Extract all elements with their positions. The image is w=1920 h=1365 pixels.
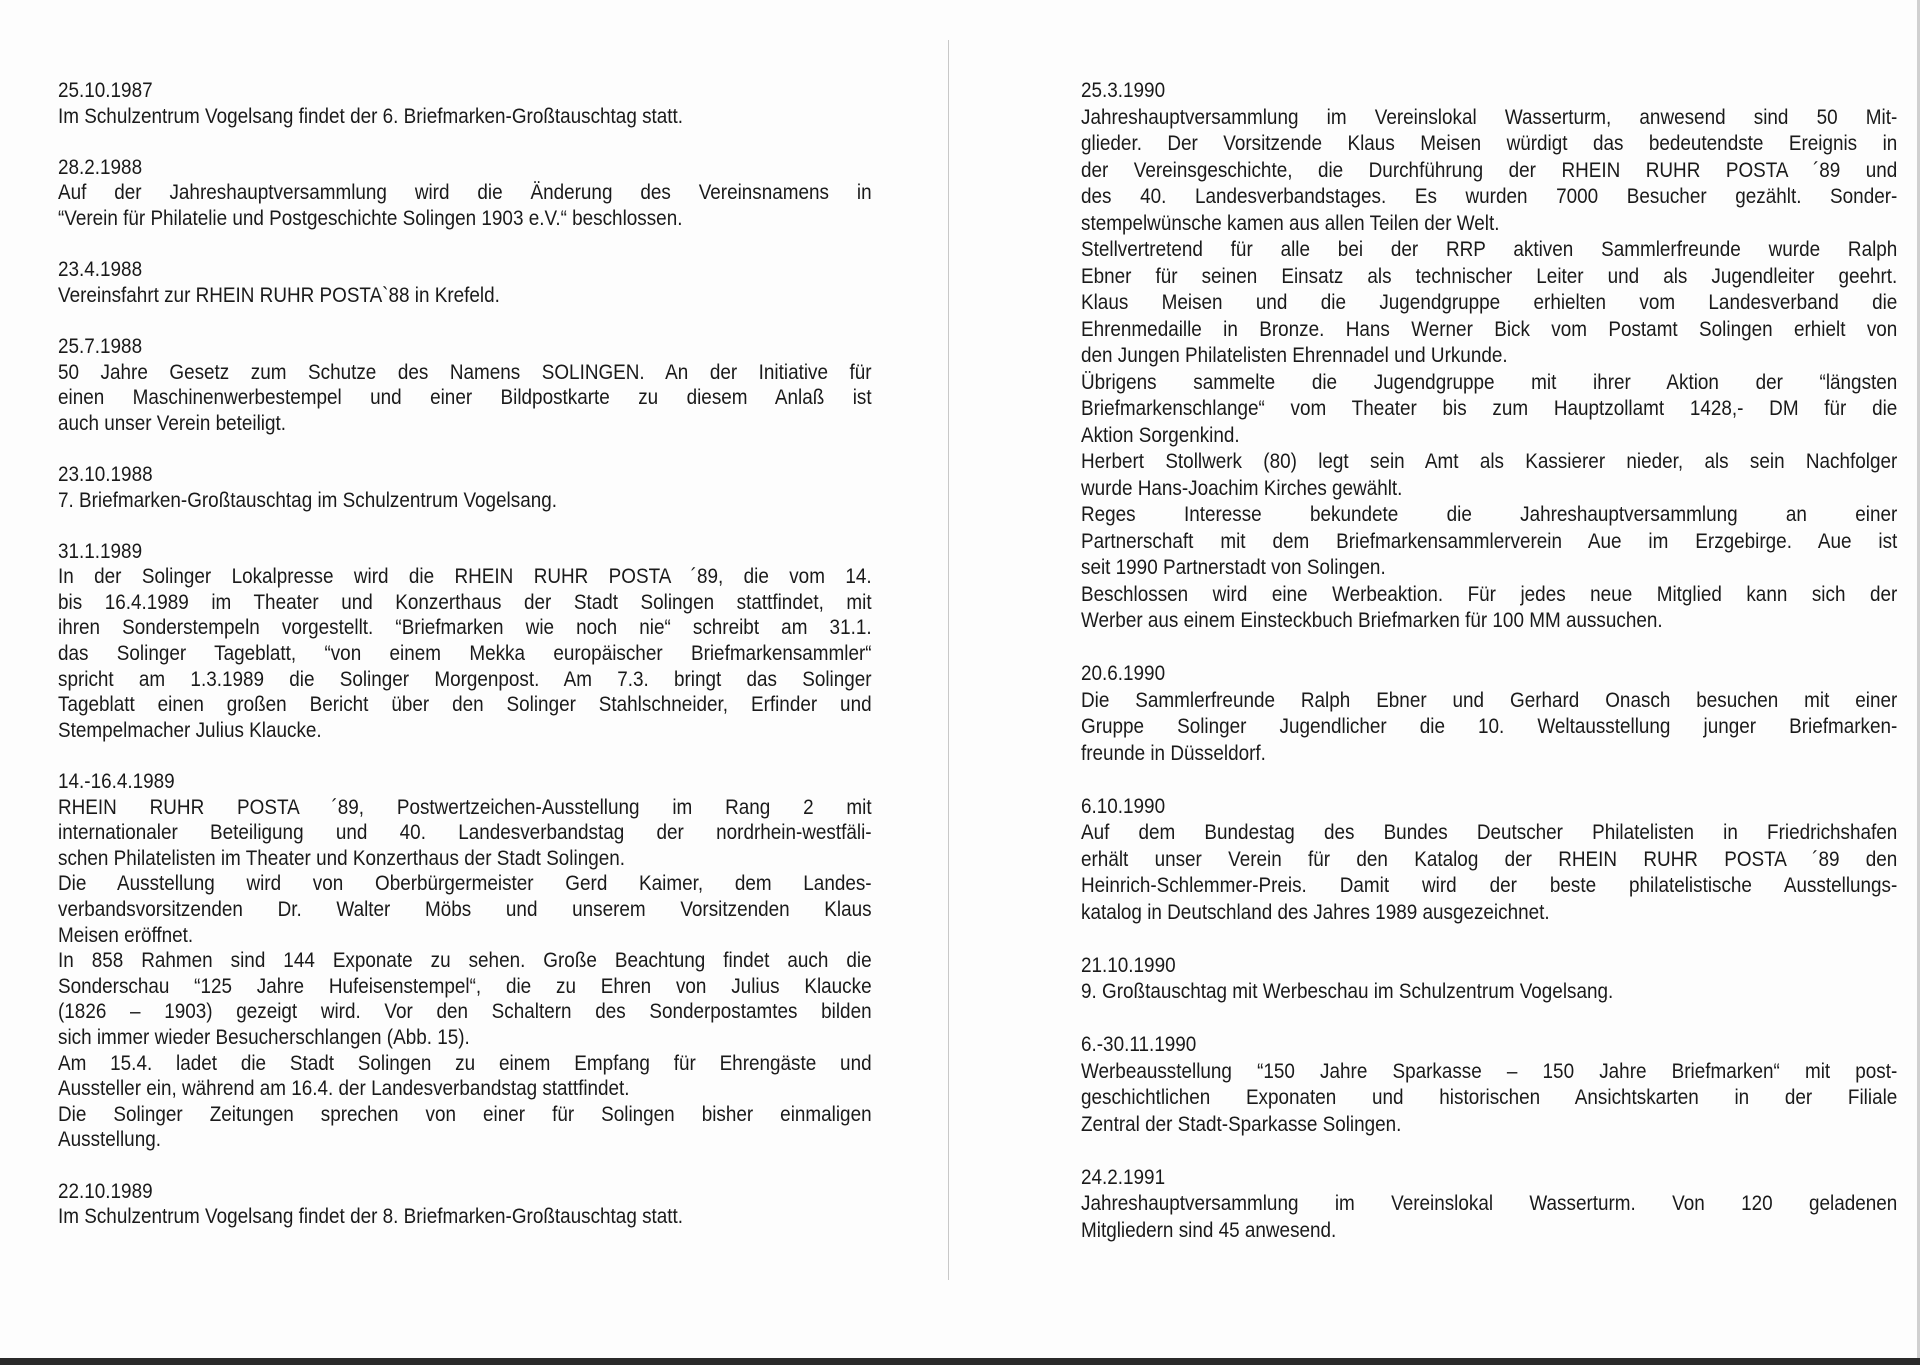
- chronicle-entry: [58, 155, 872, 232]
- entry-text-line: Aktion Sorgenkind.: [1081, 423, 1240, 447]
- entry-text-line: glieder. Der Vorsitzende Klaus Meisen würdigt das bedeutendste Ereignis in: [1081, 132, 1898, 155]
- entry-text-line: Briefmarkenschlange“ vom Theater bis zum Hauptzollamt 1428,- DM für die: [1081, 397, 1898, 420]
- entry-text-line: Zentral der Stadt-Sparkasse Solingen.: [1081, 1112, 1402, 1136]
- entry-text-line: Gruppe Solinger Jugendlicher die 10. Weltausstellung junger Briefmarken-: [1081, 715, 1898, 738]
- entry-text-line: Ausstellung.: [58, 1128, 161, 1152]
- entry-text-line: geschichtlichen Exponaten und historischen Ansichtskarten in der Filiale: [1081, 1086, 1898, 1109]
- entry-text-line: (1826 – 1903) gezeigt wird. Vor den Schaltern des Sonderpostamtes bilden: [58, 1000, 872, 1024]
- entry-date: 21.10.1990: [1081, 953, 1176, 977]
- entry-date: 25.3.1990: [1081, 79, 1166, 102]
- entry-text-line: Ehrenmedaille in Bronze. Hans Werner Bick vom Postamt Solingen erhielt von: [1081, 317, 1898, 341]
- entry-date: 28.2.1988: [58, 155, 143, 179]
- entry-text-line: Herbert Stollwerk (80) legt sein Amt als Kassierer nieder, als sein Nachfolger: [1081, 450, 1898, 473]
- entry-text-line: Partnerschaft mit dem Briefmarkensammlerverein Aue im Erzgebirge. Aue ist: [1081, 529, 1898, 553]
- entry-date: 25.7.1988: [58, 334, 143, 358]
- entry-text-line: erhält unser Verein für den Katalog der RHEIN RUHR POSTA ´89 den: [1081, 847, 1898, 871]
- entry-text-line: auch unser Verein beteiligt.: [58, 411, 287, 435]
- entry-text-line: seit 1990 Partnerstadt von Solingen.: [1081, 556, 1386, 579]
- chronicle-entry: [58, 334, 872, 436]
- entry-text-line: schen Philatelisten im Theater und Konzerthaus der Stadt Solingen.: [58, 846, 625, 870]
- entry-text-line: Die Sammlerfreunde Ralph Ebner und Gerhard Onasch besuchen mit einer: [1081, 688, 1898, 712]
- entry-date: 22.10.1989: [58, 1179, 153, 1203]
- chronicle-entry: [1081, 953, 1897, 1006]
- right-column: [1081, 78, 1897, 1271]
- entry-text-line: Meisen eröffnet.: [58, 923, 194, 947]
- chronicle-entry: [58, 1179, 872, 1230]
- chronicle-entry: [1081, 1032, 1897, 1138]
- left-column: [58, 78, 872, 1255]
- entry-text-line: Tageblatt einen großen Bericht über den Solinger Stahlschneider, Erfinder und: [58, 693, 872, 717]
- chronicle-entry: [58, 78, 872, 129]
- entry-date: 6.-30.11.1990: [1081, 1033, 1197, 1056]
- chronicle-entry: [58, 539, 872, 744]
- entry-text-line: sich immer wieder Besucherschlangen (Abb. 15).: [58, 1025, 470, 1049]
- entry-text-line: Im Schulzentrum Vogelsang findet der 8. Briefmarken-Großtauschtag statt.: [58, 1205, 684, 1229]
- entry-text-line: In 858 Rahmen sind 144 Exponate zu sehen. Große Beachtung findet auch die: [58, 949, 872, 973]
- entry-text-line: Vereinsfahrt zur RHEIN RUHR POSTA`88 in Krefeld.: [58, 283, 500, 307]
- chronicle-entry: [58, 257, 872, 308]
- chronicle-entry: [1081, 661, 1897, 767]
- entry-text-line: RHEIN RUHR POSTA ´89, Postwertzeichen-Ausstellung im Rang 2 mit: [58, 795, 872, 819]
- page-gutter-divider: [948, 40, 949, 1280]
- chronicle-entry: [1081, 1165, 1897, 1245]
- entry-text-line: Die Solinger Zeitungen sprechen von einer für Solingen bisher einmaligen: [58, 1102, 872, 1126]
- entry-text-line: Reges Interesse bekundete die Jahreshauptversammlung an einer: [1081, 503, 1898, 526]
- entry-text-line: Übrigens sammelte die Jugendgruppe mit ihrer Aktion der “längsten: [1081, 370, 1898, 394]
- entry-text-line: Werbeausstellung “150 Jahre Sparkasse – 150 Jahre Briefmarken“ mit post-: [1081, 1059, 1898, 1083]
- entry-text-line: Im Schulzentrum Vogelsang findet der 6. Briefmarken-Großtauschtag statt.: [58, 104, 684, 128]
- entry-text-line: wurde Hans-Joachim Kirches gewählt.: [1081, 476, 1403, 500]
- entry-text-line: 50 Jahre Gesetz zum Schutze des Namens SOLINGEN. An der Initiative für: [58, 360, 872, 384]
- entry-text-line: “Verein für Philatelie und Postgeschichte Solingen 1903 e.V.“ beschlossen.: [58, 206, 683, 230]
- entry-date: 31.1.1989: [58, 539, 143, 563]
- chronicle-entry: [58, 462, 872, 513]
- entry-text-line: Werber aus einem Einsteckbuch Briefmarken für 100 MM aussuchen.: [1081, 609, 1663, 632]
- entry-text-line: Stempelmacher Julius Klaucke.: [58, 718, 322, 742]
- entry-text-line: Aussteller ein, während am 16.4. der Landesverbandstag stattfindet.: [58, 1077, 630, 1101]
- entry-date: 20.6.1990: [1081, 662, 1166, 685]
- chronicle-entry: [58, 769, 872, 1153]
- scan-bottom-edge: [0, 1358, 1920, 1365]
- entry-text-line: Auf dem Bundestag des Bundes Deutscher Philatelisten in Friedrichshafen: [1081, 821, 1898, 844]
- entry-text-line: ihren Sonderstempeln vorgestellt. “Briefmarken wie noch nie“ schreibt am 31.1.: [58, 616, 872, 640]
- entry-text-line: 9. Großtauschtag mit Werbeschau im Schulzentrum Vogelsang.: [1081, 980, 1614, 1003]
- entry-text-line: Jahreshauptversammlung im Vereinslokal Wasserturm. Von 120 geladenen: [1081, 1192, 1898, 1215]
- entry-text-line: der Vereinsgeschichte, die Durchführung der RHEIN RUHR POSTA ´89 und: [1081, 158, 1898, 182]
- entry-text-line: Ebner für seinen Einsatz als technischer Leiter und als Jugendleiter geehrt.: [1081, 264, 1898, 288]
- entry-text-line: Die Ausstellung wird von Oberbürgermeister Gerd Kaimer, dem Landes-: [58, 872, 872, 896]
- entry-text-line: das Solinger Tageblatt, “von einem Mekka europäischer Briefmarkensammler“: [58, 642, 872, 666]
- entry-text-line: Heinrich-Schlemmer-Preis. Damit wird der beste philatelistische Ausstellungs-: [1081, 874, 1898, 897]
- entry-text-line: den Jungen Philatelisten Ehrennadel und Urkunde.: [1081, 344, 1508, 367]
- entry-text-line: einen Maschinenwerbestempel und einer Bildpostkarte zu diesem Anlaß ist: [58, 386, 872, 410]
- entry-text-line: freunde in Düsseldorf.: [1081, 741, 1266, 765]
- entry-date: 23.10.1988: [58, 462, 153, 486]
- entry-text-line: Auf der Jahreshauptversammlung wird die Änderung des Vereinsnamens in: [58, 181, 872, 205]
- chronicle-entry: [1081, 78, 1897, 635]
- entry-text-line: des 40. Landesverbandstages. Es wurden 7000 Besucher gezählt. Sonder-: [1081, 185, 1898, 208]
- entry-text-line: bis 16.4.1989 im Theater und Konzerthaus der Stadt Solingen stattfindet, mit: [58, 590, 872, 614]
- entry-text-line: spricht am 1.3.1989 die Solinger Morgenpost. Am 7.3. bringt das Solinger: [58, 667, 872, 691]
- entry-text-line: Stellvertretend für alle bei der RRP aktiven Sammlerfreunde wurde Ralph: [1081, 238, 1898, 261]
- entry-date: 14.-16.4.1989: [58, 770, 175, 794]
- entry-text-line: internationaler Beteiligung und 40. Landesverbandstag der nordrhein-westfäli-: [58, 821, 872, 845]
- entry-text-line: stempelwünsche kamen aus allen Teilen der Welt.: [1081, 211, 1500, 235]
- entry-text-line: Mitgliedern sind 45 anwesend.: [1081, 1218, 1337, 1242]
- entry-text-line: Klaus Meisen und die Jugendgruppe erhielten vom Landesverband die: [1081, 291, 1898, 314]
- entry-text-line: 7. Briefmarken-Großtauschtag im Schulzentrum Vogelsang.: [58, 488, 557, 512]
- entry-text-line: verbandsvorsitzenden Dr. Walter Möbs und unserem Vorsitzenden Klaus: [58, 898, 872, 921]
- entry-text-line: Beschlossen wird eine Werbeaktion. Für jedes neue Mitglied kann sich der: [1081, 582, 1898, 606]
- entry-text-line: In der Solinger Lokalpresse wird die RHEIN RUHR POSTA ´89, die vom 14.: [58, 565, 872, 589]
- entry-date: 24.2.1991: [1081, 1165, 1166, 1189]
- entry-date: 25.10.1987: [58, 79, 153, 102]
- entry-text-line: katalog in Deutschland des Jahres 1989 ausgezeichnet.: [1081, 900, 1550, 924]
- entry-text-line: Sonderschau “125 Jahre Hufeisenstempel“, die zu Ehren von Julius Klaucke: [58, 974, 872, 998]
- entry-text-line: Am 15.4. ladet die Stadt Solingen zu einem Empfang für Ehrengäste und: [58, 1051, 872, 1075]
- entry-text-line: Jahreshauptversammlung im Vereinslokal Wasserturm, anwesend sind 50 Mit-: [1081, 105, 1898, 129]
- entry-date: 23.4.1988: [58, 258, 143, 282]
- entry-date: 6.10.1990: [1081, 794, 1166, 818]
- chronicle-entry: [1081, 794, 1897, 927]
